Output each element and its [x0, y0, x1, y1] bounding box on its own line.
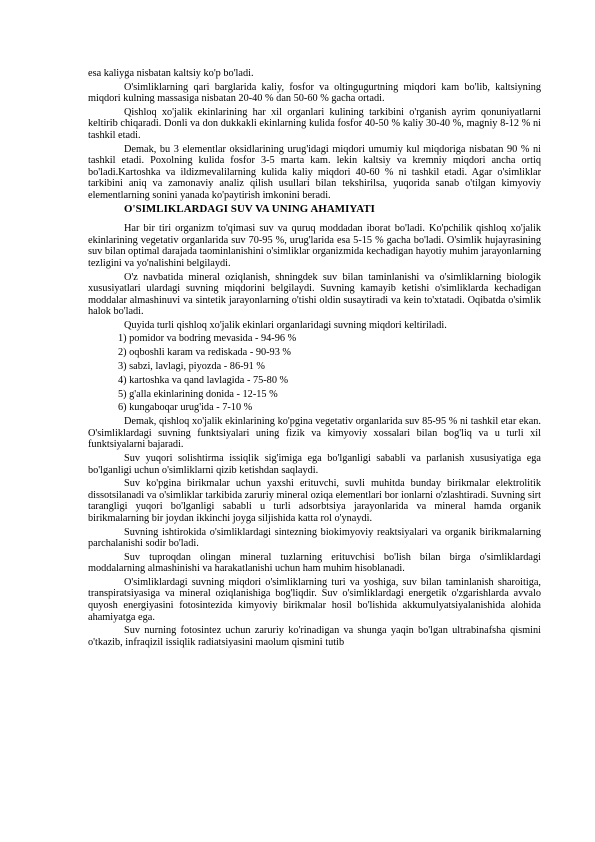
paragraph: Quyida turli qishloq xo'jalik ekinlari organlaridagi suvning miqdori keltiriladi. [124, 319, 447, 331]
paragraph: O'z navbatida mineral oziqlanish, shningdek suv bilan taminlanishi va o'simliklarning biologik xususiyatlari ulardagi suvning miqdorini belgilaydi. Suvning kamayib ketishi o'simliklarda kechadigan moddalar almashinuvi va sintetik jarayonlarning o'tishi oldin susaytiradi va kein to'xtatadi. Oqibatda o'simlik halok bo'ladi. [88, 271, 541, 318]
paragraph: Demak, bu 3 elementlar oksidlarining urug'idagi miqdori umumiy kul miqdoriga nisbatan 90 % ni tashkil etadi. Poxolning kulida fosfor 3-5 marta kam. lekin kaltsiy va kremniy miqdori ancha ortiq bo'ladi.Kartoshka va ildizmevalilarning kulida kaliy miqdori 40-60 % ni tashkil etadi. Agar o'simliklar tarkibini aniq va zamonaviy analiz qilish usullari bilan tekshirilsa, yuqorida sanab o'tilgan kimyoviy elementlarning sonini yanada ko'paytirish imkonini beradi. [88, 143, 541, 201]
list-item: 6) kungaboqar urug'ida - 7-10 % [118, 402, 253, 414]
paragraph: Suv ko'pgina birikmalar uchun yaxshi erituvchi, suvli muhitda bunday birikmalar elektrolitik dissotsilanadi va o'simliklar tarkibida zaruriy mineral oziqa elementlari bor ionlarni o'zlashtiradi. Suvning sirt tarangligi yuqori bo'lganligi sababli u turli adsorbtsiya jarayonlarida va mineral hamda organik birikmalarning bir joydan ikkinchi joyga siljishida katta rol o'ynaydi. [88, 478, 541, 524]
list-item: 2) oqboshli karam va rediskada - 90-93 % [118, 347, 291, 359]
paragraph: esa kaliyga nisbatan kaltsiy ko'p bo'ladi. [88, 68, 254, 79]
paragraph: Suv yuqori solishtirma issiqlik sig'imiga ega bo'lganligi sababli va parlanish xususiyatiga ega bo'lganligi uchun o'simliklarni qizib ketishdan saqlaydi. [88, 452, 541, 476]
list-item: 5) g'alla ekinlarining donida - 12-15 % [118, 388, 278, 400]
list-item: 4) kartoshka va qand lavlagida - 75-80 % [118, 374, 289, 386]
paragraph: O'simliklarning qari barglarida kaliy, fosfor va oltingugurtning miqdori kam bo'lib, kaltsiyning miqdori kulning massasiga nisbatan 20-40 % dan 50-60 % gacha ortadi. [88, 81, 541, 105]
paragraph: O'simliklardagi suvning miqdori o'simliklarning turi va yoshiga, suv bilan taminlanish sharoitiga, transpiratsiyasiga va mineral oziqlanishiga bog'liqdir. Suv o'simliklardagi energetik o'zgarishlarda avvalo quyosh energiyasini fotosintezida kimyoviy birikmalar hosil bo'lishida akkumulyatsiyalanishida alohida ahamiyatga ega. [88, 576, 541, 623]
list-item: 1) pomidor va bodring mevasida - 94-96 % [118, 333, 297, 345]
water-content-list [88, 333, 541, 414]
paragraph: Demak, qishloq xo'jalik ekinlarining ko'pgina vegetativ organlarida suv 85-95 % ni tashkil etar ekan. O'simliklardagi suvning funktsiyalari uning fizik va kimyoviy xossalari bilan bog'liq va u turli xil funktsiyalarni bajaradi. [88, 416, 541, 451]
paragraph: Suv nurning fotosintez uchun zaruriy ko'rinadigan va shunga yaqin bo'lgan ultrabinafsha qismini o'tkazib, infraqizil issiqlik radiatsiyasini maolum qismini tutib [88, 625, 541, 648]
paragraph: Har bir tiri organizm to'qimasi suv va quruq moddadan iborat bo'ladi. Ko'pchilik qishloq xo'jalik ekinlarining vegetativ organlarida suv 70-95 %, urug'larida esa 5-15 % gacha bo'ladi. O'simlik hujayrasining suv bilan optimal darajada taominlanishini o'simliklar organizmida kechadigan hayotiy muhim jarayonlarning tezligini va yo'nalishini belgilaydi. [88, 223, 541, 269]
section-heading: O'SIMLIKLARDAGI SUV VA UNING AHAMIYATI [124, 202, 375, 215]
paragraph: Suv tuproqdan olingan mineral tuzlarning erituvchisi bo'lish bilan birga o'simliklardagi moddalarning almashinishi va harakatlanishi uchun ham muhim hisoblanadi. [88, 551, 541, 575]
paragraph: Qishloq xo'jalik ekinlarining har xil organlari kulining tarkibini o'rganish ayrim qonuniyatlarni keltirib chiqaradi. Donli va don dukkakli ekinlarning kulida fosfor 40-50 % kaliy 30-40 %, magniy 8-12 % ni tashkil etadi. [88, 106, 541, 141]
paragraph: Suvning ishtirokida o'simliklardagi sintezning biokimyoviy reaktsiyalari va organik birikmalarning parchalanishi sodir bo'ladi. [88, 526, 541, 550]
list-item: 3) sabzi, lavlagi, piyozda - 86-91 % [118, 361, 265, 373]
